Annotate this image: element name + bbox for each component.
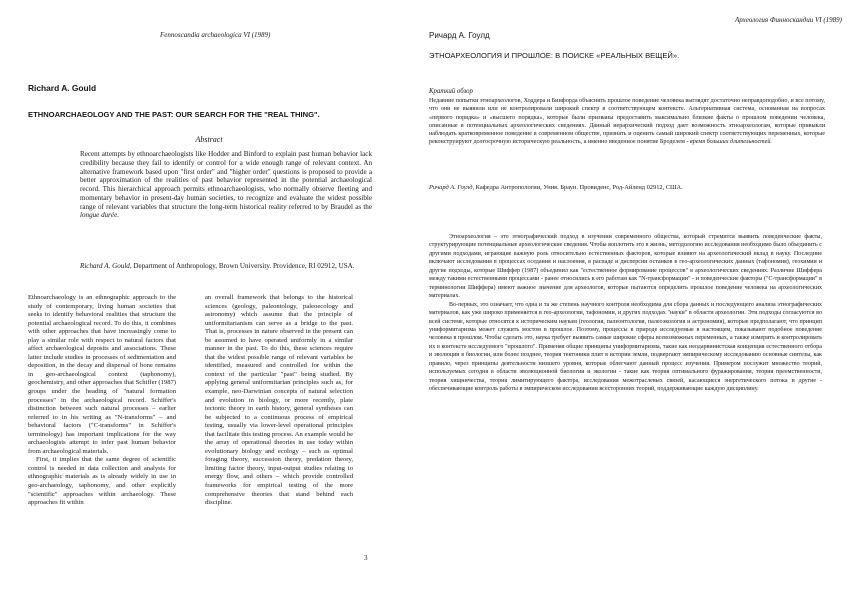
- body-paragraph: First, it implies that the same degree of scientific control is needed in data collection and analysis for ethnographic materials as is already widely in use in geo-archaeology, taphonomy, and other explicitly "scientific" approaches within archaeology. These approaches fit within: [28, 456, 176, 507]
- body-column-left: [28, 294, 176, 508]
- abstract-term: longue durée.: [80, 211, 120, 220]
- affiliation-text: Department of Anthropology, Brown University. Providence, RI 02912, USA.: [133, 262, 355, 270]
- author-affiliation-ru: [429, 184, 825, 192]
- abstract-heading-ru: Краткий обзор: [429, 88, 473, 95]
- running-head-right: Археология Финноскандии VI (1989): [734, 16, 842, 24]
- abstract-term-ru: время больших длительностей.: [690, 139, 772, 146]
- body-paragraph: Ethnoarchaeology is an ethnographic approach to the study of contemporary, living human societies that seeks to identify behavioral realities that structure the potential archaeological record. To do this, it combines with other approaches that have increasingly come to play a similar role with respect to natural factors that affect archaeological deposits and associations. These latter include studies in processes of sedimentation and deposition, in the decay and dispersal of bone remains in geo-archaeological context (taphonomy), geochemistry, and other approaches that Schiffer (1987) groups under the heading of "natural formation processes" in the archaeological record. Schiffer's distinction between such natural processes – earlier referred to in his writing as "N-transforms" – and behavioral factors ("C-transforms" in Schiffer's terminology) has important implications for the way archaeologists attempt to infer past human behavior from archaeological materials.: [28, 294, 176, 455]
- affiliation-text-ru: Кафедра Антропологии, Унив. Браун. Провиденс, Род-Айленд 02912, США.: [475, 184, 683, 191]
- affiliation-name-ru: Ричард А. Гоулд,: [429, 184, 475, 191]
- affiliation-name: Richard A. Gould,: [80, 262, 132, 270]
- article-title: ETHNOARCHAEOLOGY AND THE PAST: OUR SEARCH FOR THE "REAL THING".: [28, 110, 320, 119]
- article-title-ru: ЭТНОАРХЕОЛОГИЯ И ПРОШЛОЕ: В ПОИСКЕ «РЕАЛЬНЫХ ВЕЩЕЙ».: [429, 51, 680, 60]
- running-head-left: Fennoscandia archaeologica VI (1989): [160, 31, 271, 39]
- right-page: [425, 0, 850, 595]
- body-paragraph-ru: Этноархеология – это этнографический подход в изучении современного общества, который стремится выявить поведенческие факты, структурирующие потенциальные археологические сведения. Чтобы воплотить это в жизнь, методологию исследования необходимо было объединить с другими подходами, играющие важную роль относительно естественных факторов, которые влияют на археологический вклад в науку. Последние включают исследования в процессах оседания и наслоения, в распаде и дисперсии останков в гео-археологических данных (тафономия), геохимии и другие подходы, которые Шиффер (1987) объединил как "естественное формирование процессов" в археологических сведениях. Различие Шиффера между такими естественными процессами - ранее относились к его работам как "N-трансформации" - и поведенческие факторы ("С-трансформации" в терминологии Шиффера) имеют важное значение для археологов, которые пытаются определить прошлое поведение человека на археологических материалах.: [429, 234, 822, 300]
- body-paragraph: an overall framework that belongs to the historical sciences (geology, paleontology, paleoecology and astronomy) which assume that the principle of uniformitarianism can serve as a bridge to the past. That is, processes in nature observed in the present can be assumed to have operated uniformly in a similar manner in the past. To do this, these sciences require that the widest possible range of relevant variables be identified, measured and controlled for within the context of the particular "past" being studied. By applying general uniformitarian principles such as, for example, neo-Darwinian concepts of natural selection and evolution in biology, or more recently, plate tectonic theory in earth history, general syntheses can be subjected to a continuous process of empirical testing, usually via lower-level operational principles that facilitate this testing process. An example would be the array of operational theories in use today within evolutionary biology and ecology – such as optimal foraging theory, succession theory, predation theory, limiting factor theory, input-output studies relating to energy flow, and others – which provide controlled frameworks for empirical testing of the more comprehensive theories that stand behind each discipline.: [205, 294, 353, 507]
- author-name: Richard A. Gould: [28, 83, 97, 93]
- page-number: 3: [364, 554, 368, 562]
- author-name-ru: Ричард А. Гоулд: [429, 31, 490, 40]
- abstract-body: Recent attempts by ethnoarchaeologists like Hodder and Binford to explain past human behavior lack credibility because they fail to identify or control for a wide enough range of relevant context. An alternative framework based upon "first order" and "higher order" questions is proposed to provide a better approximation of the realities of past behavior represented in the potential archaeological record. This hierarchical approach permits ethnoarchaeologists, who normally observe fleeting and momentary behavior in present-day human societies, to recognize and evaluate the widest possible range of relevant variables that structure the long-term historical reality referred to by Braudel as the: [80, 150, 372, 211]
- abstract-heading: Abstract: [195, 135, 223, 144]
- body-text-ru: [429, 233, 822, 394]
- body-column-right: [205, 294, 353, 508]
- abstract-text: [80, 150, 372, 220]
- author-affiliation: [80, 262, 372, 271]
- abstract-text-ru: [429, 97, 825, 147]
- abstract-body-ru: Недавние попытки этноархеологов, Ходдера и Бинфорда объяснить прошлое поведение человека выглядят достаточно неправдоподобно, и все потому, что они не выявили или не контролировали широкий спектр в соответствующем контексте. Альтернативная система, основанная на вопросах «первого порядка» и «высшего порядка», которые были призваны предоставить максимально близкие факты о прошлом поведении человека, описанные в потенциальных археологических сведениях. Данный иерархический подход дает возможность этноархеологам, которые привыкли наблюдать кратковременное поведение в современном обществе, признать и оценить самый широкий спектр соответствующих переменных, которые реконструируют долгосрочную историческую реальность, а именно введенное понятие Броделем -: [429, 98, 825, 146]
- body-paragraph-ru: Во-первых, это означает, что одна и та же степень научного контроля необходима для сбора данных и последующего анализа этнографических материалов, как уже широко применяется в гео-археологии, тафономии, и других подходах "науки" в области археологии. Эти подходы согласуются во всей системе, которые относятся к историческим наукам (геология, палеонтология, палеоэкология и астрономия), которые предполагают, что принцип униформитаризма может служить мостом в прошлое. Поэтому, процессы в природе исследуемые в настоящем, показывают подобное поведение человека в прошлом. Чтобы сделать это, наука требует выявить самые широкие сферы всевозможных переменных, а также измерить и контролировать их в контексте исследуемого "прошлого". Применяя общие принципы униформитаризма, такие как неодарвинистская концепция естественного отбора и эволюции в биологии, или более позднее, теория тектоники плит в истории земли, подвергают эмпирическому исследованию основные синтезы, как правило, через принципы деятельности низшего уровня, которые облегчают данный процесс изучения. Примером послужит множество теорий, используемых сегодня в области эволюционной биологии и экологии - такие как теория оптимального фуражирования, теория преемственности, теория хищничества, теория лимитирующего фактора, исследования межотраслевых связей, касающиеся энергетического потока и другие - обеспечивающие контроль работы в эмпирическом исследовании всесторонних теорий, поддерживающие каждую дисциплину.: [429, 301, 822, 393]
